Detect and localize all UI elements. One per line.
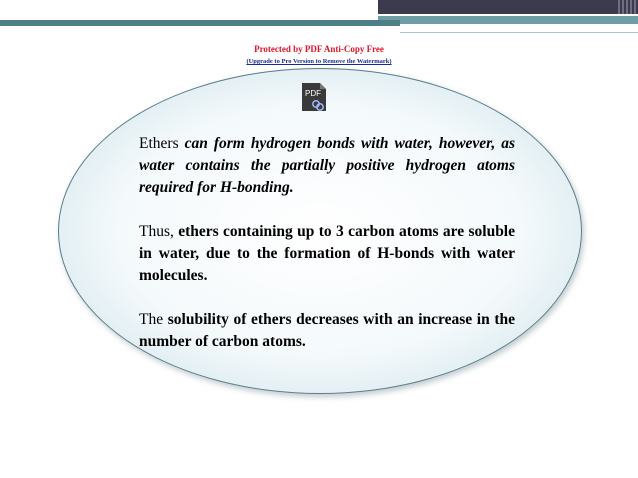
pdf-icon-label: PDF [305, 89, 321, 98]
header-divider [400, 32, 638, 33]
paragraph-3-lead: The [139, 311, 168, 328]
paragraph-solubility-small-ethers [139, 221, 515, 287]
paragraph-hydrogen-bonds [139, 133, 515, 199]
paragraph-2-lead: Thus, [139, 223, 179, 240]
header-teal-band-left [0, 20, 400, 26]
paragraph-solubility-decrease [139, 309, 515, 353]
header-decoration [0, 0, 638, 22]
paragraph-1-emphasis: can form hydrogen bonds with water, however, as water contains the partially positive hydrogen atoms required for H-bonding. [139, 135, 515, 196]
watermark-title: Protected by PDF Anti-Copy Free [254, 44, 384, 54]
paragraph-1-lead: Ethers [139, 135, 185, 152]
paragraph-2-emphasis: ethers containing up to 3 carbon atoms are soluble in water, due to the formation of H-bonds with water molecules. [139, 223, 515, 284]
slide-text [139, 133, 515, 353]
header-teal-band-right [378, 16, 638, 24]
watermark-upgrade-link[interactable]: (Upgrade to Pro Version to Remove the Watermark) [246, 58, 392, 65]
pdf-icon [300, 82, 328, 112]
paragraph-3-emphasis: solubility of ethers decreases with an increase in the number of carbon atoms. [139, 311, 515, 350]
